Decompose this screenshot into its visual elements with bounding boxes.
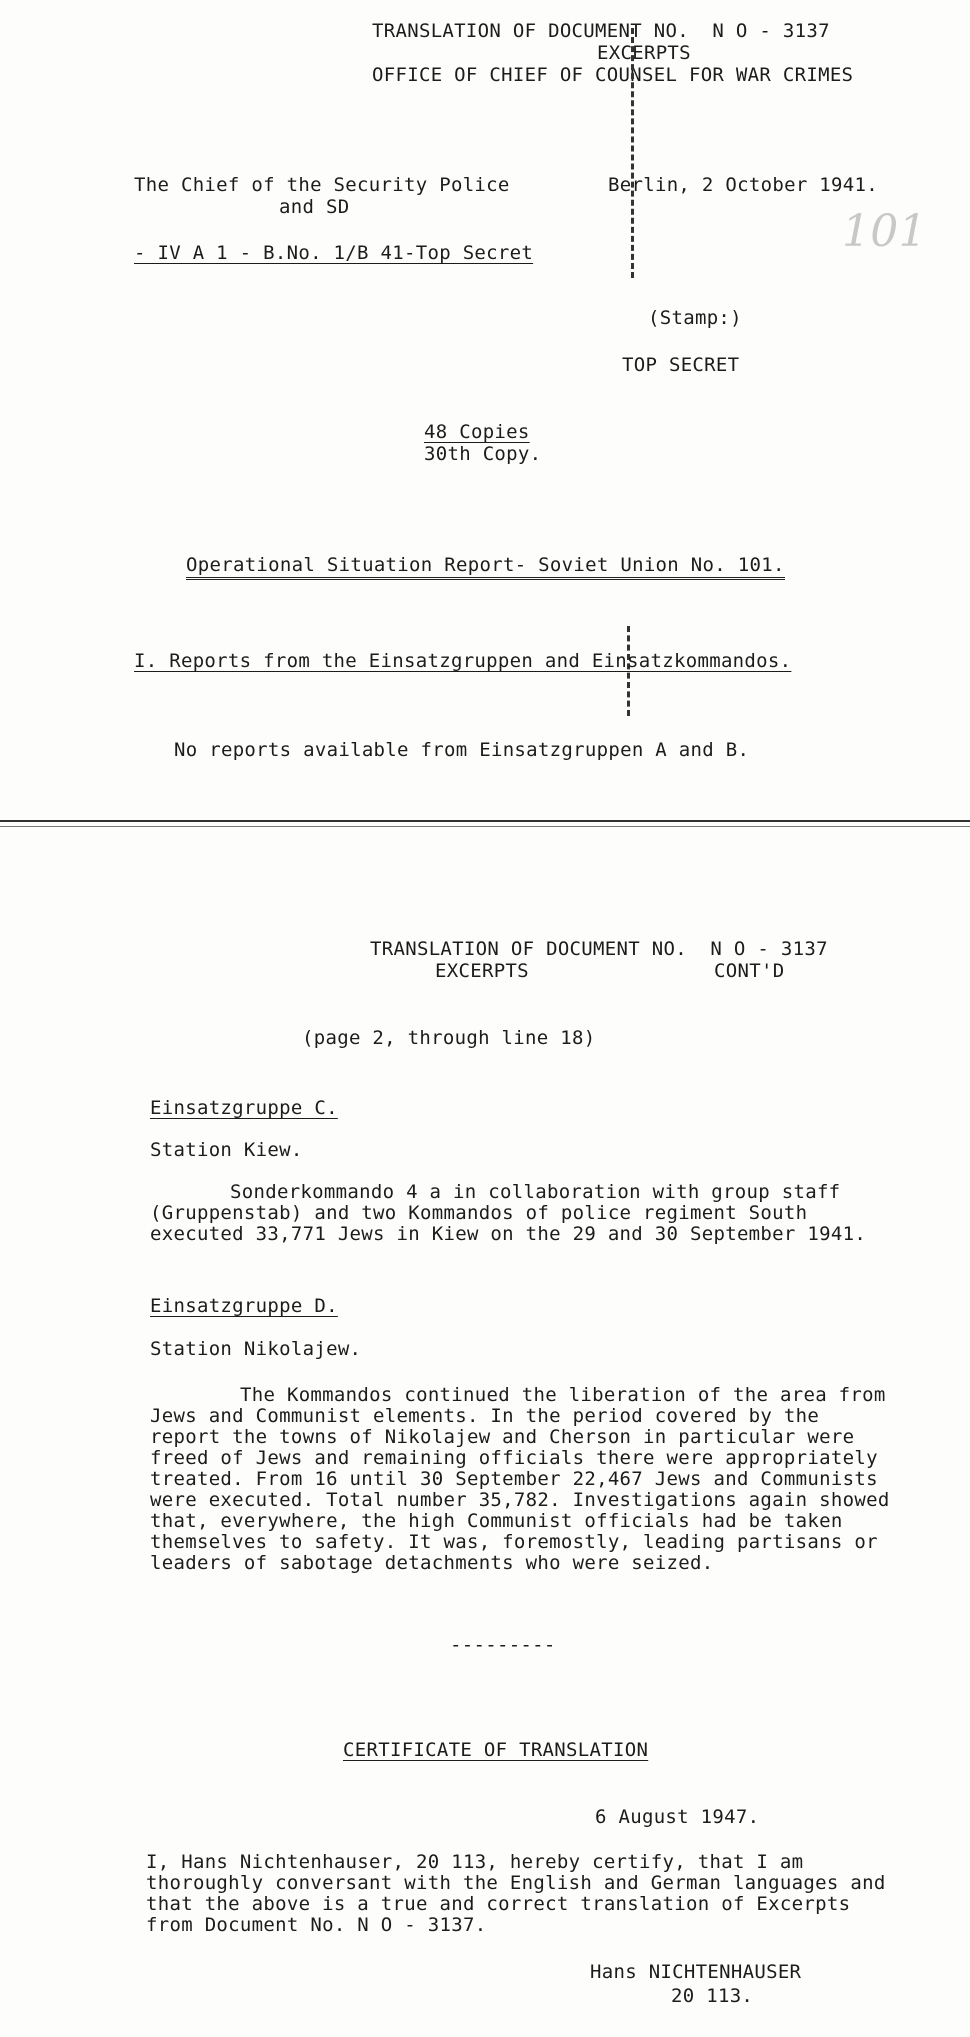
p1-header-line2: EXCERPTS — [597, 42, 691, 64]
p1-reference: - IV A 1 - B.No. 1/B 41-Top Secret — [134, 242, 534, 264]
page-divider — [0, 820, 970, 822]
p2-certificate-date: 6 August 1947. — [595, 1806, 760, 1828]
p1-no-reports: No reports available from Einsatzgruppen A and B. — [174, 739, 750, 761]
p1-report-title: Operational Situation Report- Soviet Union No. 101. — [186, 556, 785, 580]
p1-section-heading: I. Reports from the Einsatzgruppen and Einsatzkommandos. — [134, 650, 792, 672]
p2-header-excerpts: EXCERPTS — [435, 960, 529, 982]
p2-header-line1: TRANSLATION OF DOCUMENT NO. N O - 3137 — [370, 938, 828, 960]
p1-stamp-text: TOP SECRET — [622, 354, 740, 376]
p2-signer-number: 20 113. — [671, 1985, 754, 2007]
p2-group-d-paragraph: The Kommandos continued the liberation of the area from Jews and Communist elements. In the period covered by the report the towns of Nikolajew and Cherson in particular were freed of Jews and remaining officials there were appropriately treated. From 16 until 30 September 22,467 Jews and Communists were executed. Total number 35,782. Investigations again showed that, everywhere, the high Communist officials had be taken themselves to safety. It was, foremostly, leading partisans or leaders of sabotage detachments who were seized. — [150, 1384, 890, 1574]
p1-vertical-rule-top — [631, 28, 634, 278]
p2-group-c-station: Station Kiew. — [150, 1139, 303, 1161]
p2-certificate-heading: CERTIFICATE OF TRANSLATION — [343, 1739, 649, 1761]
p2-group-c-heading: Einsatzgruppe C. — [150, 1097, 338, 1119]
p1-stamp-label: (Stamp:) — [648, 307, 742, 329]
p2-group-d-heading: Einsatzgruppe D. — [150, 1295, 338, 1317]
p2-separator: --------- — [450, 1634, 556, 1656]
p2-page-reference: (page 2, through line 18) — [302, 1027, 596, 1049]
p2-signer-name: Hans NICHTENHAUSER — [590, 1961, 802, 1983]
page-divider-second — [0, 826, 970, 827]
p2-certificate-text: I, Hans Nichtenhauser, 20 113, hereby certify, that I am thoroughly conversant with the English and German languages and that the above is a true and correct translation of Excerpts from Document No. N O - 3137. — [146, 1851, 886, 1936]
p2-header-contd: CONT'D — [714, 960, 785, 982]
p2-group-d-station: Station Nikolajew. — [150, 1338, 362, 1360]
p1-copies-line1: 48 Copies — [424, 421, 530, 443]
p1-header-line1: TRANSLATION OF DOCUMENT NO. N O - 3137 — [372, 20, 830, 42]
p1-handwritten-number: 101 — [842, 206, 927, 257]
p1-place-date: Berlin, 2 October 1941. — [608, 174, 878, 196]
p1-sender-line2: and SD — [279, 196, 350, 218]
p1-sender-line1: The Chief of the Security Police — [134, 174, 510, 196]
p2-group-c-paragraph: Sonderkommando 4 a in collaboration with group staff (Gruppenstab) and two Kommandos of police regiment South executed 33,771 Jews in Kiew on the 29 and 30 September 1941. — [150, 1181, 867, 1245]
p1-header-line3: OFFICE OF CHIEF OF COUNSEL FOR WAR CRIMES — [372, 64, 854, 86]
p1-copies-line2: 30th Copy. — [424, 443, 542, 465]
